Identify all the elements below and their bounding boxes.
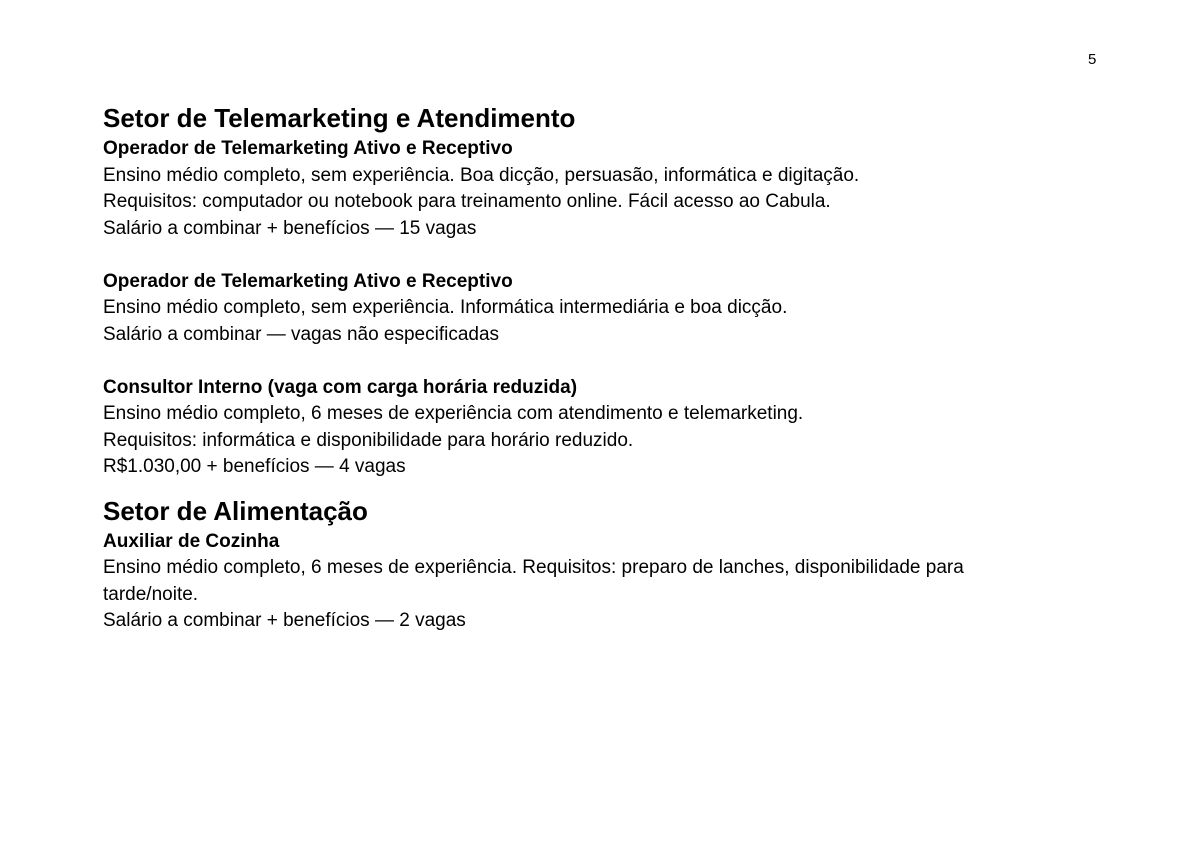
job-listing	[103, 269, 1103, 349]
job-line: Ensino médio completo, sem experiência. Boa dicção, persuasão, informática e digitação.	[103, 164, 860, 186]
job-listing	[103, 136, 1103, 242]
job-line: Requisitos: computador ou notebook para treinamento online. Fácil acesso ao Cabula.	[103, 191, 831, 212]
job-line: Ensino médio completo, 6 meses de experiência. Requisitos: preparo de lanches, disponibilidade para	[103, 557, 964, 578]
blank-line	[103, 348, 1103, 375]
page-number: 5	[1088, 51, 1097, 68]
job-line: R$1.030,00 + benefícios — 4 vagas	[103, 456, 406, 477]
job-listing	[103, 529, 1103, 635]
job-line: Salário a combinar + benefícios — 15 vagas	[103, 217, 477, 239]
section-title: Setor de Telemarketing e Atendimento	[103, 103, 576, 133]
job-title: Operador de Telemarketing Ativo e Receptivo	[103, 270, 513, 292]
job-title: Operador de Telemarketing Ativo e Receptivo	[103, 138, 513, 159]
job-line: Salário a combinar — vagas não especificadas	[103, 323, 500, 345]
job-line: Salário a combinar + benefícios — 2 vagas	[103, 610, 466, 631]
job-line: tarde/noite.	[103, 583, 199, 605]
section-gap	[103, 481, 1103, 493]
section-alimentacao	[103, 493, 1103, 635]
job-line: Ensino médio completo, 6 meses de experiência com atendimento e telemarketing.	[103, 403, 804, 424]
section-telemarketing	[103, 100, 1103, 481]
job-line: Requisitos: informática e disponibilidade para horário reduzido.	[103, 429, 634, 451]
blank-line	[103, 242, 1103, 269]
job-title: Auxiliar de Cozinha	[103, 530, 280, 552]
document-body	[103, 100, 1103, 635]
job-listing	[103, 375, 1103, 481]
job-title: Consultor Interno (vaga com carga horária reduzida)	[103, 376, 578, 398]
job-line: Ensino médio completo, sem experiência. Informática intermediária e boa dicção.	[103, 297, 788, 318]
section-title: Setor de Alimentação	[103, 495, 368, 526]
